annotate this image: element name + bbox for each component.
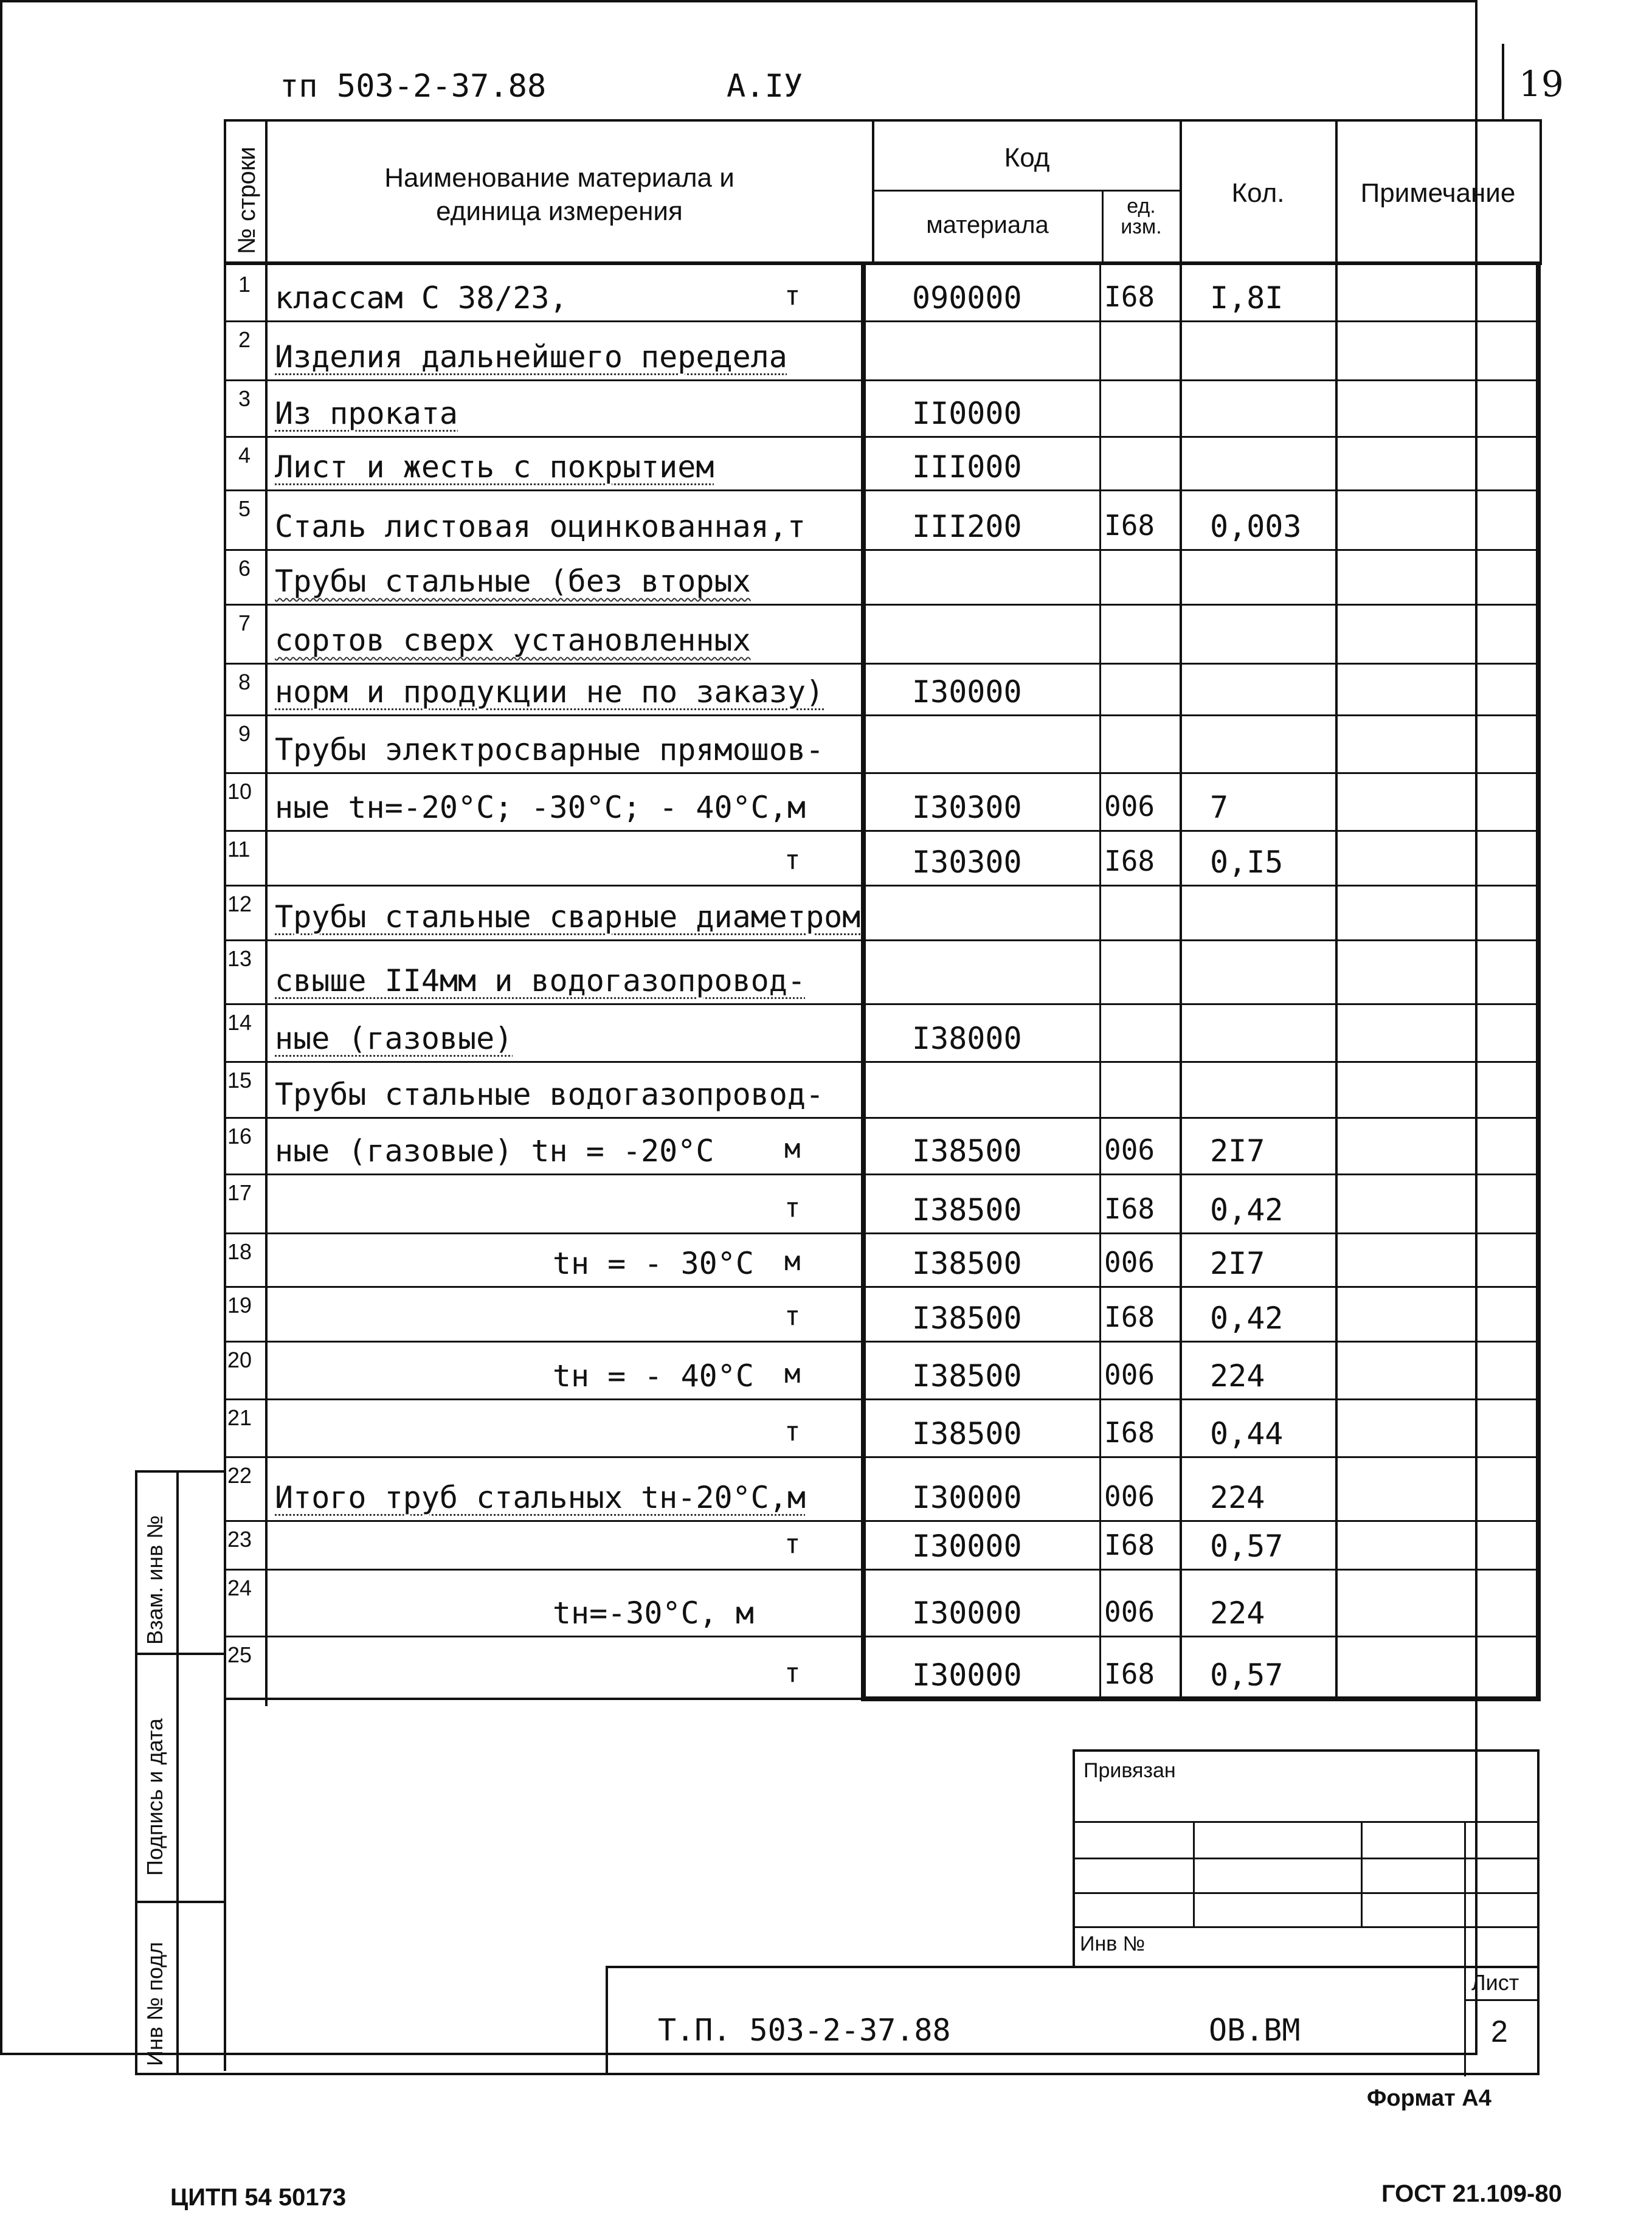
col-qty-header: Кол. bbox=[1231, 178, 1285, 208]
row-separator bbox=[226, 604, 1540, 606]
col-unit-header: ед. изм. bbox=[1121, 195, 1162, 238]
unit-code: I68 bbox=[1104, 1192, 1155, 1225]
header-bottom-border bbox=[226, 261, 1540, 265]
privyazan-label: Привязан bbox=[1083, 1759, 1176, 1782]
material-code: I38000 bbox=[912, 1021, 1022, 1056]
row-number: 16 bbox=[227, 1124, 252, 1149]
material-code: II0000 bbox=[912, 396, 1022, 431]
material-code: I38500 bbox=[912, 1416, 1022, 1451]
material-code: I30000 bbox=[912, 1657, 1022, 1693]
unit-code: 006 bbox=[1104, 1595, 1155, 1628]
header-sep-unit bbox=[1102, 191, 1104, 263]
col-code-header: Код bbox=[1004, 143, 1050, 173]
row-number: 8 bbox=[238, 669, 251, 694]
row-separator bbox=[226, 1569, 1540, 1571]
stamp-vzam-inv: Взам. инв № bbox=[142, 1515, 167, 1645]
row-separator bbox=[226, 830, 1540, 832]
stamp-sep-1 bbox=[135, 1653, 226, 1655]
page-number: 19 bbox=[1519, 63, 1564, 105]
material-name: Из проката bbox=[275, 396, 458, 431]
row-separator bbox=[226, 436, 1540, 438]
material-code: I30000 bbox=[912, 1595, 1022, 1631]
material-name: Трубы стальные сварные диаметром bbox=[275, 899, 861, 935]
quantity: 0,42 bbox=[1210, 1301, 1284, 1336]
tb-grid-v2 bbox=[1361, 1821, 1363, 1928]
table-left-border bbox=[224, 119, 226, 2071]
unit-code: 006 bbox=[1104, 1358, 1155, 1391]
tb-grid-v3 bbox=[1464, 1821, 1466, 2076]
unit-label: т bbox=[784, 1416, 801, 1447]
row-number: 20 bbox=[227, 1347, 252, 1372]
material-code: I38500 bbox=[912, 1246, 1022, 1281]
row-number: 7 bbox=[238, 610, 251, 635]
row-number: 23 bbox=[227, 1527, 252, 1552]
stamp-podpis-data: Подпись и дата bbox=[142, 1718, 167, 1876]
quantity: 2I7 bbox=[1210, 1133, 1265, 1169]
material-code: III200 bbox=[912, 509, 1022, 544]
stamp-inv-podl: Инв № подл bbox=[142, 1941, 167, 2066]
table-right-border bbox=[1540, 119, 1542, 265]
material-name: tн = - 30°С bbox=[552, 1246, 754, 1281]
unit-label: м bbox=[784, 1358, 801, 1389]
unit-code: 006 bbox=[1104, 1133, 1155, 1166]
quantity: 0,57 bbox=[1210, 1657, 1284, 1693]
unit-code: 006 bbox=[1104, 1480, 1155, 1513]
row-separator bbox=[226, 1173, 1540, 1175]
row-separator bbox=[226, 549, 1540, 551]
unit-label: т bbox=[784, 1529, 801, 1560]
unit-code: 006 bbox=[1104, 1246, 1155, 1279]
row-separator bbox=[226, 939, 1540, 941]
row-separator bbox=[226, 1341, 1540, 1343]
row-separator bbox=[226, 1286, 1540, 1288]
row-number: 18 bbox=[227, 1239, 252, 1264]
row-separator bbox=[226, 885, 1540, 887]
stamp-top bbox=[135, 1470, 226, 1473]
body-sep-unit bbox=[1099, 265, 1101, 1698]
unit-code: I68 bbox=[1104, 1301, 1155, 1333]
quantity: 0,57 bbox=[1210, 1529, 1284, 1564]
unit-code: I68 bbox=[1104, 1529, 1155, 1561]
tb-grid-h3 bbox=[1073, 1892, 1540, 1894]
quantity: 0,003 bbox=[1210, 509, 1302, 544]
tb-sheet-sep bbox=[1464, 1999, 1540, 2001]
sheet-value: 2 bbox=[1491, 2014, 1508, 2048]
row-number: 24 bbox=[227, 1575, 252, 1600]
body-thick-bottom bbox=[861, 1696, 1541, 1701]
unit-label: т bbox=[784, 280, 801, 311]
row-number: 5 bbox=[238, 496, 251, 521]
row-separator bbox=[226, 1232, 1540, 1234]
row-separator bbox=[226, 772, 1540, 774]
material-name: сортов сверх установленных bbox=[275, 623, 751, 658]
row-number: 6 bbox=[238, 556, 251, 581]
row-number: 9 bbox=[238, 721, 251, 746]
album-label: А.IУ bbox=[727, 68, 803, 105]
col-name-header: Наименование материала и единица измерения bbox=[384, 163, 734, 226]
material-name: Лист и жесть с покрытием bbox=[275, 449, 714, 485]
material-code: I30300 bbox=[912, 845, 1022, 880]
stamp-outer-left bbox=[135, 1470, 137, 2075]
row-number: 25 bbox=[227, 1642, 252, 1667]
material-name: норм и продукции не по заказу) bbox=[275, 674, 824, 710]
material-name: Трубы стальные (без вторых bbox=[275, 564, 751, 599]
unit-label: т bbox=[784, 1301, 801, 1332]
unit-label: м bbox=[784, 1246, 801, 1277]
row-number: 22 bbox=[227, 1463, 252, 1488]
inv-no-label: Инв № bbox=[1080, 1932, 1146, 1955]
material-code: I38500 bbox=[912, 1133, 1022, 1169]
title-section: ОВ.ВМ bbox=[1209, 2013, 1301, 2048]
row-separator bbox=[226, 1456, 1540, 1458]
tb-main-top bbox=[606, 1966, 1540, 1968]
tb-grid-v1 bbox=[1193, 1821, 1195, 1928]
title-doc-code: Т.П. 503-2-37.88 bbox=[658, 2013, 951, 2048]
quantity: 224 bbox=[1210, 1358, 1265, 1394]
material-name: Трубы стальные водогазопровод- bbox=[275, 1077, 824, 1112]
tb-right bbox=[1537, 1749, 1540, 2075]
quantity: 0,44 bbox=[1210, 1416, 1284, 1451]
unit-code: I68 bbox=[1104, 509, 1155, 542]
material-code: I30000 bbox=[912, 674, 1022, 710]
row-number: 13 bbox=[227, 946, 252, 971]
material-code: I38500 bbox=[912, 1301, 1022, 1336]
row-number: 14 bbox=[227, 1010, 252, 1035]
body-sep-qty bbox=[1180, 265, 1182, 1698]
format-label: Формат А4 bbox=[1367, 2086, 1491, 2111]
body-bottom bbox=[226, 1698, 863, 1700]
material-name: Изделия дальнейшего передела bbox=[275, 339, 787, 375]
row-separator bbox=[226, 320, 1540, 322]
quantity: 7 bbox=[1210, 790, 1229, 825]
material-name: tн=-30°С, м bbox=[552, 1595, 754, 1631]
unit-label: м bbox=[784, 1133, 801, 1164]
material-code: I38500 bbox=[912, 1192, 1022, 1228]
footer-gost: ГОСТ 21.109-80 bbox=[1381, 2180, 1562, 2207]
header-sep-code-sub bbox=[872, 190, 1181, 192]
row-separator bbox=[226, 489, 1540, 491]
col-row-no-header: № строки bbox=[233, 147, 260, 254]
page-number-divider bbox=[1502, 44, 1504, 122]
material-name: Сталь листовая оцинкованная,т bbox=[275, 509, 806, 544]
quantity: 2I7 bbox=[1210, 1246, 1265, 1281]
material-code: I38500 bbox=[912, 1358, 1022, 1394]
material-name: Трубы электросварные прямошов- bbox=[275, 732, 824, 767]
row-separator bbox=[226, 714, 1540, 716]
row-separator bbox=[226, 379, 1540, 381]
material-name: ные (газовые) tн = -20°С bbox=[275, 1133, 714, 1169]
row-number: 4 bbox=[238, 443, 251, 468]
body-thick-left bbox=[861, 265, 866, 1700]
quantity: I,8I bbox=[1210, 280, 1284, 316]
row-separator bbox=[226, 1061, 1540, 1063]
unit-label: т bbox=[784, 845, 801, 876]
unit-code: I68 bbox=[1104, 1657, 1155, 1690]
material-name: Итого труб стальных tн-20°С,м bbox=[275, 1480, 806, 1515]
row-separator bbox=[226, 1003, 1540, 1005]
tb-grid-h4 bbox=[1073, 1926, 1540, 1928]
row-number: 11 bbox=[227, 837, 251, 862]
row-number: 1 bbox=[238, 272, 251, 297]
row-separator bbox=[226, 1398, 1540, 1400]
col-material-header: материала bbox=[926, 212, 1049, 238]
row-number: 12 bbox=[227, 891, 252, 916]
name-column-left-border bbox=[265, 119, 268, 1706]
quantity: 224 bbox=[1210, 1480, 1265, 1515]
table-top-border bbox=[226, 119, 1540, 122]
tb-privyazan-top bbox=[1073, 1749, 1540, 1752]
quantity: 224 bbox=[1210, 1595, 1265, 1631]
material-name: ные (газовые) bbox=[275, 1021, 513, 1056]
row-number: 21 bbox=[227, 1405, 252, 1430]
row-separator bbox=[226, 1117, 1540, 1119]
sheet-label: Лист bbox=[1471, 1970, 1519, 1995]
material-name: ные tн=-20°С; -30°С; - 40°С,м bbox=[275, 790, 806, 825]
unit-code: 006 bbox=[1104, 790, 1155, 823]
tb-grid-h2 bbox=[1073, 1858, 1540, 1859]
material-code: 090000 bbox=[912, 280, 1022, 316]
row-number: 10 bbox=[227, 779, 252, 804]
material-name: свыше II4мм и водогазопровод- bbox=[275, 963, 806, 998]
tb-grid-h1 bbox=[1073, 1821, 1540, 1823]
material-code: I30000 bbox=[912, 1529, 1022, 1564]
unit-code: I68 bbox=[1104, 1416, 1155, 1449]
unit-code: I68 bbox=[1104, 845, 1155, 877]
col-note-header: Примечание bbox=[1360, 178, 1516, 208]
material-code: I30300 bbox=[912, 790, 1022, 825]
unit-label: т bbox=[784, 1192, 801, 1223]
footer-left-code: ЦИТП 54 50173 bbox=[170, 2184, 347, 2211]
quantity: 0,42 bbox=[1210, 1192, 1284, 1228]
row-number: 2 bbox=[238, 327, 251, 352]
body-thick-right bbox=[1536, 265, 1541, 1700]
material-name: tн = - 40°С bbox=[552, 1358, 754, 1394]
row-separator bbox=[226, 1520, 1540, 1522]
material-code: III000 bbox=[912, 449, 1022, 485]
row-number: 19 bbox=[227, 1293, 252, 1318]
material-code: I30000 bbox=[912, 1480, 1022, 1515]
tb-main-left bbox=[606, 1966, 608, 2075]
unit-label: т bbox=[784, 1657, 801, 1689]
row-number: 15 bbox=[227, 1068, 252, 1093]
row-number: 3 bbox=[238, 386, 251, 411]
row-separator bbox=[226, 1636, 1540, 1637]
stamp-bottom bbox=[135, 2073, 1540, 2075]
stamp-col-sep bbox=[176, 1470, 179, 2075]
doc-code-header: тп 503-2-37.88 bbox=[280, 68, 547, 105]
body-sep-note bbox=[1335, 265, 1338, 1698]
material-name: классам С 38/23, bbox=[275, 280, 568, 316]
row-number: 17 bbox=[227, 1180, 252, 1205]
quantity: 0,I5 bbox=[1210, 845, 1284, 880]
stamp-sep-2 bbox=[135, 1901, 226, 1903]
unit-code: I68 bbox=[1104, 280, 1155, 313]
row-separator bbox=[226, 663, 1540, 665]
